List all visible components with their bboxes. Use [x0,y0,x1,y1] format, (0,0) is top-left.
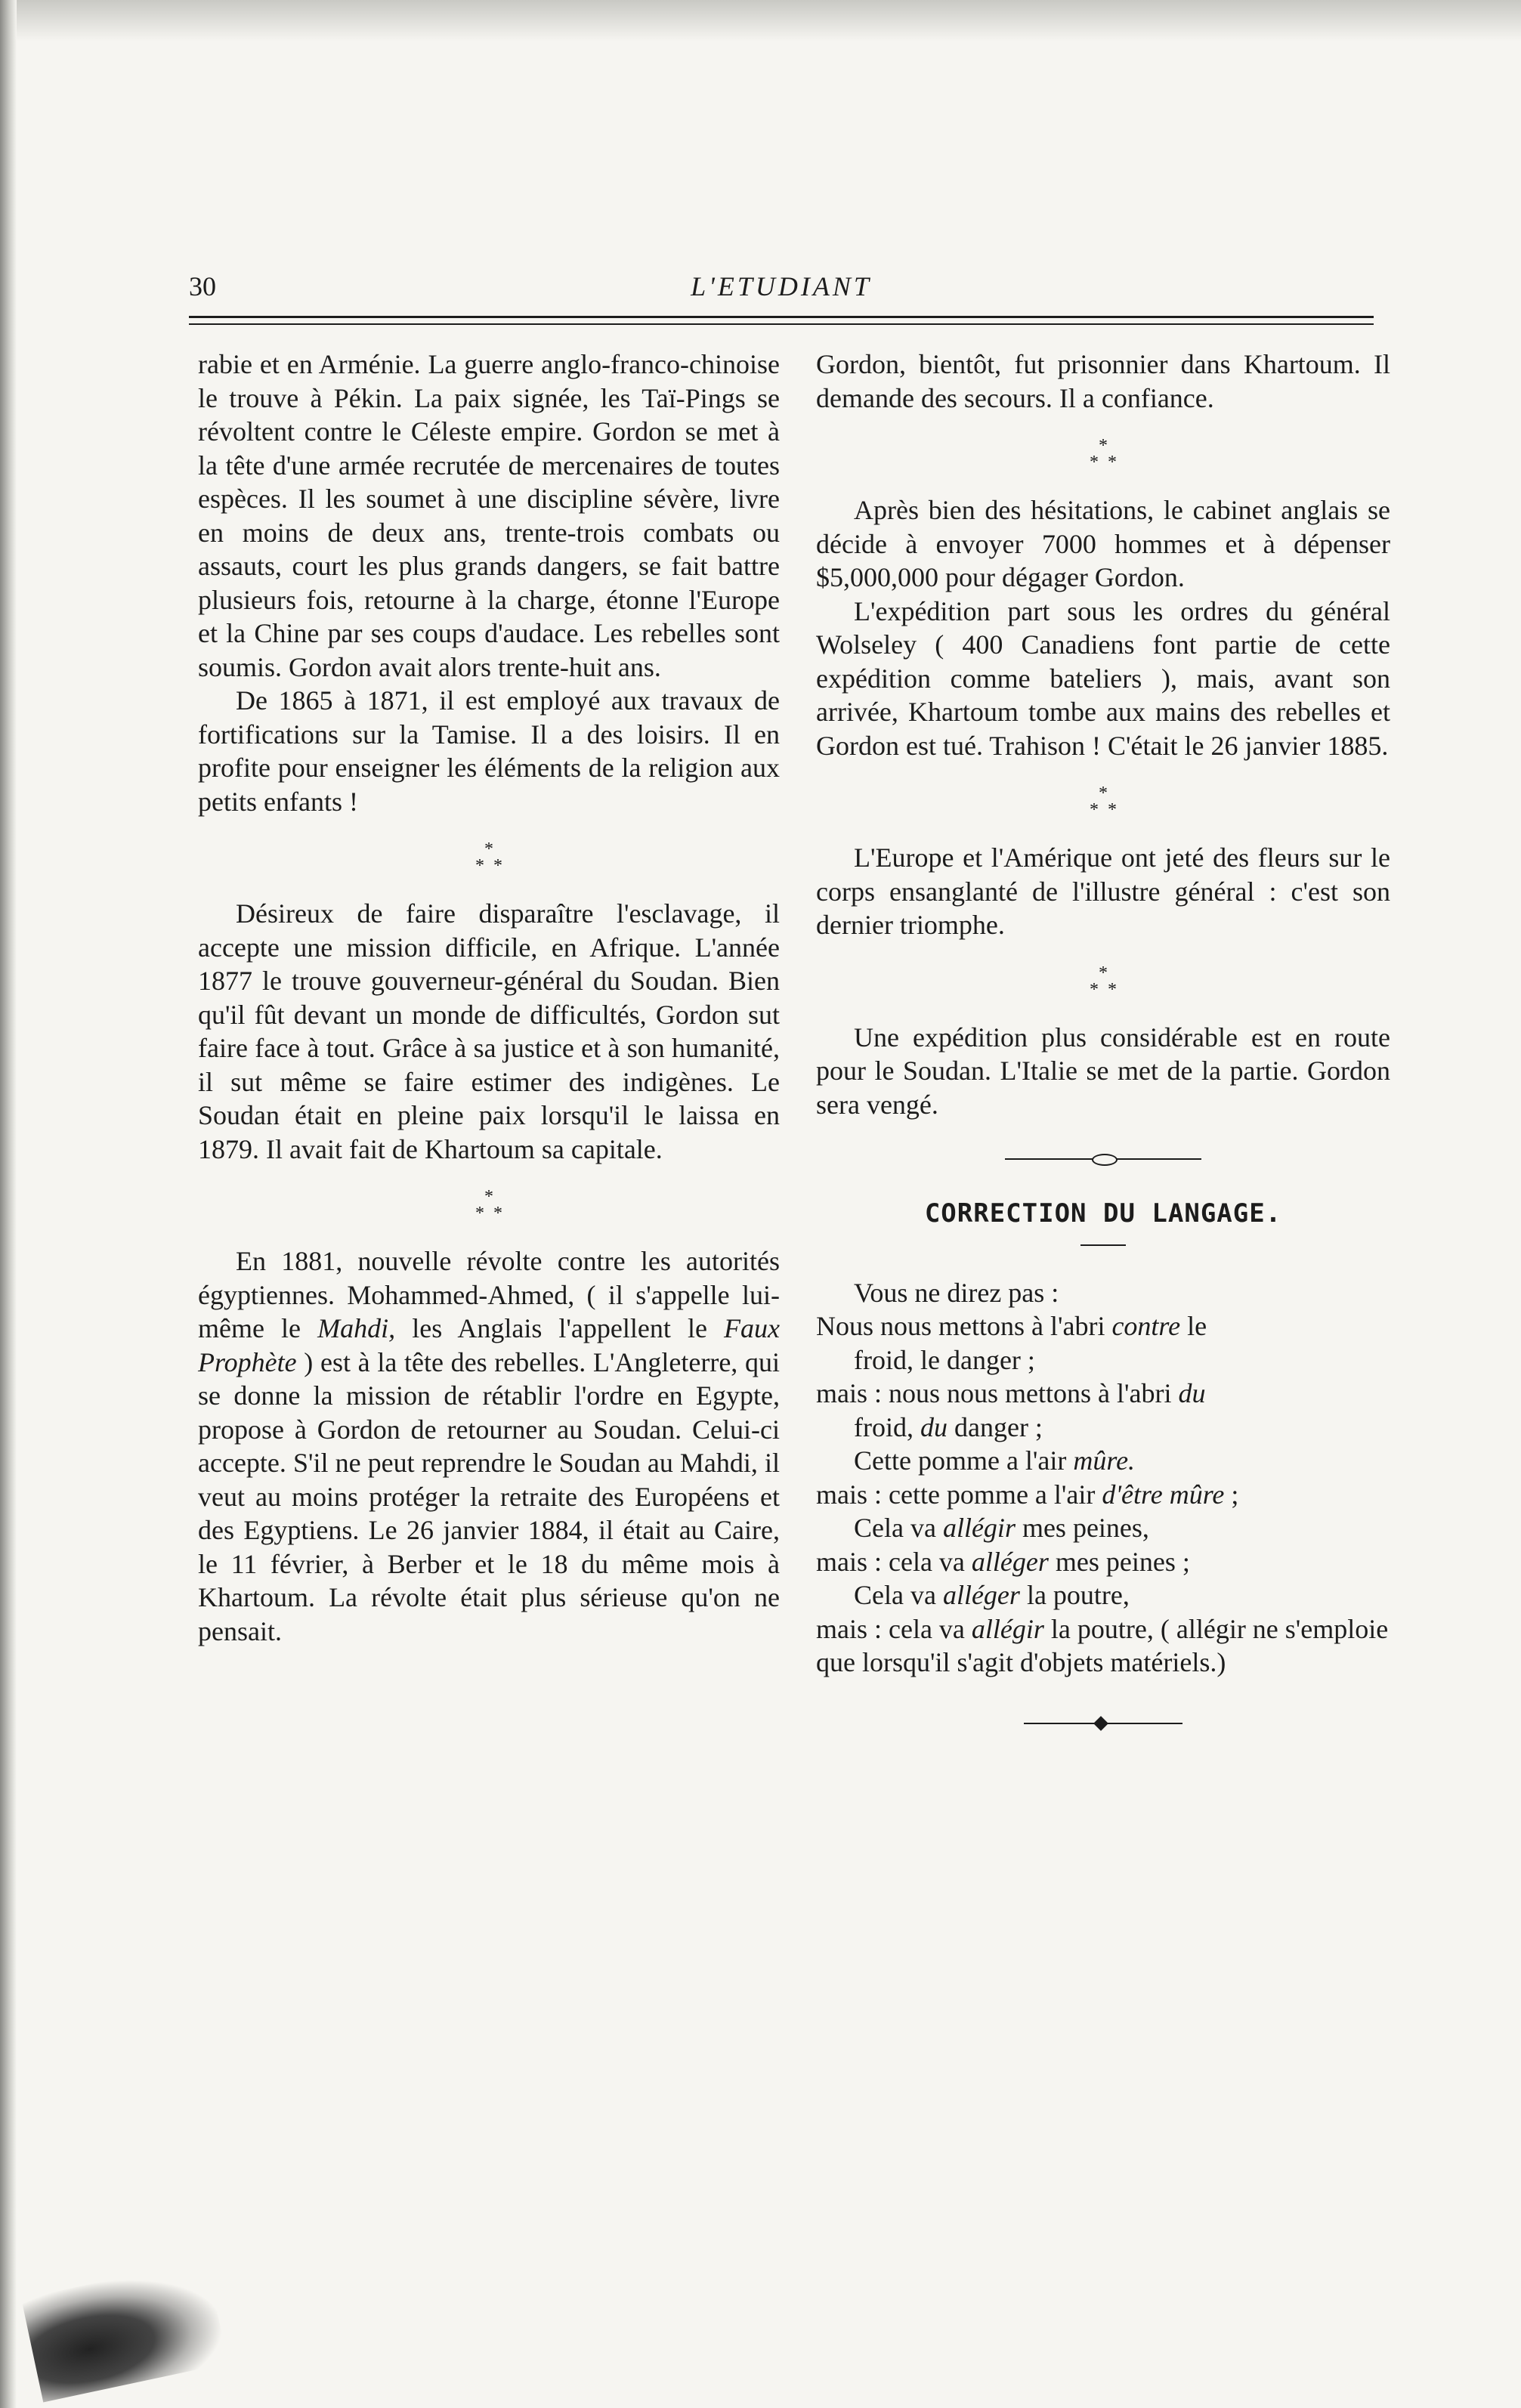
correction-line: froid, du danger ; [854,1411,1043,1442]
asterism-divider: * * * [475,1187,502,1223]
correction-line: mais : nous nous mettons à l'abri du [816,1378,1206,1408]
paragraph-taiping: rabie et en Arménie. La guerre anglo-franco-chinoise le trouve à Pékin. La paix signée, les Taï-Pings se révoltent contre le Céleste empire. Gordon se met à la tête d'une armée recrutée de mercenaires de toutes espèces. Il les soumet à une discipline sévère, livre en moins de deux ans, trente-trois combats ou assauts, court les plus grands dangers, se fait battre plusieurs fois, retourne à la charge, étonne l'Europe et la Chine par ses coups d'audace. Les rebelles sont soumis. Gordon avait alors trente-huit ans. [198,349,780,682]
correction-line: mais : cette pomme a l'air d'être mûre ; [816,1479,1239,1510]
correction-line: Cela va alléger la poutre, [854,1580,1130,1610]
correction-line: Cette pomme a l'air mûre. [854,1445,1136,1476]
short-rule [1080,1244,1126,1246]
ink-stain [21,2260,228,2403]
correction-line: mais : cela va allégir la poutre, ( allégir ne s'emploie que lorsqu'il s'agit d'objets matériels.) [816,1613,1389,1677]
mahdi-italic: Mahdi, [317,1313,396,1343]
page-number: 30 [189,271,216,301]
paragraph-venge: Une expédition plus considérable est en route pour le Soudan. L'Italie se met de la partie. Gordon sera vengé. [816,1022,1390,1120]
asterism-divider: * * * [475,839,502,876]
header-double-rule [189,316,1374,325]
paragraph-tamise: De 1865 à 1871, il est employé aux travaux de fortifications sur la Tamise. Il a des loisirs. Il en profite pour enseigner les éléments de la religion aux petits enfants ! [198,685,780,817]
paragraph-cabinet: Après bien des hésitations, le cabinet anglais se décide à envoyer 7000 hommes et à dépenser $5,000,000 pour dégager Gordon. [816,495,1390,592]
page-header [189,270,1374,316]
ornament-rule [1005,1151,1201,1167]
paragraph-triomphe: L'Europe et l'Amérique ont jeté des fleurs sur le corps ensanglanté de l'illustre général : c'est son dernier triomphe. [816,842,1390,940]
left-column [198,348,780,1648]
binding-shadow [0,0,17,2408]
correction-line: froid, le danger ; [854,1344,1035,1375]
paragraph-soudan: Désireux de faire disparaître l'esclavage, il accepte une mission difficile, en Afrique. L'année 1877 le trouve gouverneur-général du Soudan. Bien qu'il fût devant un monde de difficultés, Gordon sut faire face à tout. Grâce à sa justice et à son humanité, il sut même se faire estimer des indigènes. Le Soudan était en pleine paix lorsqu'il le laissa en 1879. Il avait fait de Khartoum sa capitale. [198,898,780,1164]
asterism-divider: * * * [1090,963,1117,1000]
faux-prophete-italic: Faux Prophète [198,1313,780,1377]
paragraph-mahdi: En 1881, nouvelle révolte contre les autorités égyptiennes. Mohammed-Ahmed, ( il s'appelle lui-même le Mahdi, les Anglais l'appellent le Faux Prophète ) est à la tête des rebelles. L'Angleterre, qui se donne la mission de rétablir l'ordre en Egypte, propose à Gordon de retourner au Soudan. Celui-ci accepte. S'il ne peut reprendre le Soudan au Mahdi, il veut au moins protéger la retraite des Européens et des Egyptiens. Le 26 janvier 1884, il était au Caire, le 11 février, à Berber et le 18 du même mois à Khartoum. La révolte était plus sérieuse qu'on ne pensait. [198,1246,780,1646]
page-edge-shadow [0,0,1521,42]
correction-line: Cela va allégir mes peines, [854,1513,1149,1543]
section-title-correction: CORRECTION DU LANGAGE. [924,1198,1282,1229]
paragraph-expedition: L'expédition part sous les ordres du général Wolseley ( 400 Canadiens font partie de cette expédition comme bateliers ), mais, avant son arrivée, Khartoum tombe aux mains des rebelles et Gordon est tué. Trahison ! C'était le 26 janvier 1885. [816,595,1390,761]
asterism-divider: * * * [1090,784,1117,820]
correction-intro: Vous ne direz pas : [854,1277,1059,1308]
right-column [816,348,1390,1729]
paragraph-prisonnier: Gordon, bientôt, fut prisonnier dans Khartoum. Il demande des secours. Il a confiance. [816,349,1390,413]
asterism-divider: * * * [1090,436,1117,472]
correction-line: mais : cela va alléger mes peines ; [816,1546,1190,1577]
correction-line: Nous nous mettons à l'abri contre le [816,1311,1207,1341]
end-ornament-rule [1024,1717,1182,1729]
running-title: L'ETUDIANT [691,271,872,301]
